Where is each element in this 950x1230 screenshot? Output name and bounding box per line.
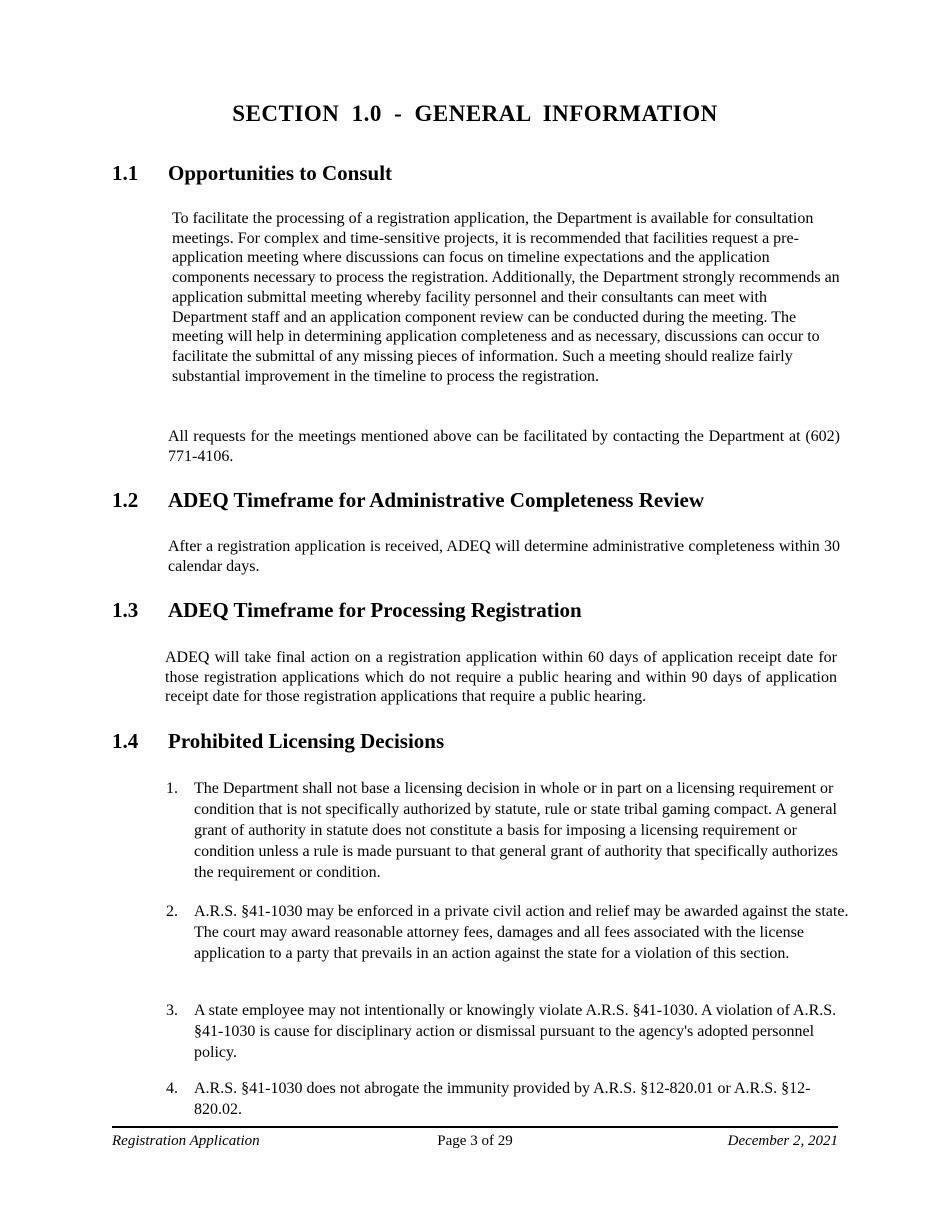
page-title: SECTION 1.0 - GENERAL INFORMATION: [232, 101, 718, 126]
list-marker: 3.: [166, 1002, 178, 1019]
list-item-text: The Department shall not base a licensing decision in whole or in part on a licensing requirement or condition that is not specifically authorized by statute, rule or state tribal gaming compact. A general grant of authority in statute does not constitute a basis for imposing a licensing requirement or condition unless a rule is made pursuant to that general grant of authority that specifically authorizes the requirement or condition.: [194, 780, 838, 881]
list-item: [166, 1078, 850, 1120]
section-title: ADEQ Timeframe for Administrative Completeness Review: [168, 488, 705, 512]
list-item-text: A state employee may not intentionally or knowingly violate A.R.S. §41-1030. A violation of A.R.S. §41-1030 is cause for disciplinary action or dismissal pursuant to the agency's adopted personnel policy.: [194, 1002, 837, 1061]
footer-page-number: Page 3 of 29: [437, 1133, 513, 1149]
section-title: Opportunities to Consult: [168, 161, 393, 185]
section-number: 1.1: [112, 161, 139, 185]
page-footer: [112, 1133, 838, 1153]
section-number: 1.2: [112, 488, 139, 512]
paragraph-consultation: To facilitate the processing of a registration application, the Department is available for consultation meetings. For complex and time-sensitive projects, it is recommended that facilities request a pre-application meeting where discussions can focus on timeline expectations and the application components necessary to process the registration. Additionally, the Department strongly recommends an application submittal meeting whereby facility personnel and their consultants can meet with Department staff and an application component review can be conducted during the meeting. The meeting will help in determining application completeness and as necessary, discussions can occur to facilitate the submittal of any missing pieces of information. Such a meeting should realize fairly substantial improvement in the timeline to process the registration.: [172, 210, 840, 385]
list-item: [166, 1000, 850, 1063]
section-title: Prohibited Licensing Decisions: [168, 729, 445, 753]
section-heading-1-4: [112, 729, 444, 754]
footer-date: December 2, 2021: [727, 1133, 838, 1149]
list-item: [166, 778, 850, 883]
section-heading-1-1: [112, 161, 392, 186]
paragraph-completeness-review: After a registration application is received, ADEQ will determine administrative completeness within 30 calendar days.: [168, 538, 840, 575]
section-heading-1-3: [112, 598, 582, 623]
list-item: [166, 901, 850, 964]
paragraph-contact: All requests for the meetings mentioned above can be facilitated by contacting the Department at (602) 771-4106.: [168, 428, 840, 465]
footer-divider: [112, 1126, 838, 1128]
section-number: 1.4: [112, 729, 139, 753]
section-number: 1.3: [112, 598, 139, 622]
list-marker: 1.: [166, 780, 178, 797]
list-marker: 4.: [166, 1080, 178, 1097]
section-title: ADEQ Timeframe for Processing Registration: [168, 598, 582, 622]
list-marker: 2.: [166, 903, 178, 920]
list-item-text: A.R.S. §41-1030 may be enforced in a private civil action and relief may be awarded against the state. The court may award reasonable attorney fees, damages and all fees associated with the license application to a party that prevails in an action against the state for a violation of this section.: [194, 903, 849, 962]
paragraph-processing-timeframe: ADEQ will take final action on a registration application within 60 days of application receipt date for those registration applications which do not require a public hearing and within 90 days of application receipt date for those registration applications that require a public hearing.: [165, 649, 837, 706]
footer-document-name: Registration Application: [112, 1133, 260, 1149]
section-heading-1-2: [112, 488, 704, 513]
list-item-text: A.R.S. §41-1030 does not abrogate the immunity provided by A.R.S. §12-820.01 or A.R.S. §12-820.02.: [194, 1080, 811, 1118]
